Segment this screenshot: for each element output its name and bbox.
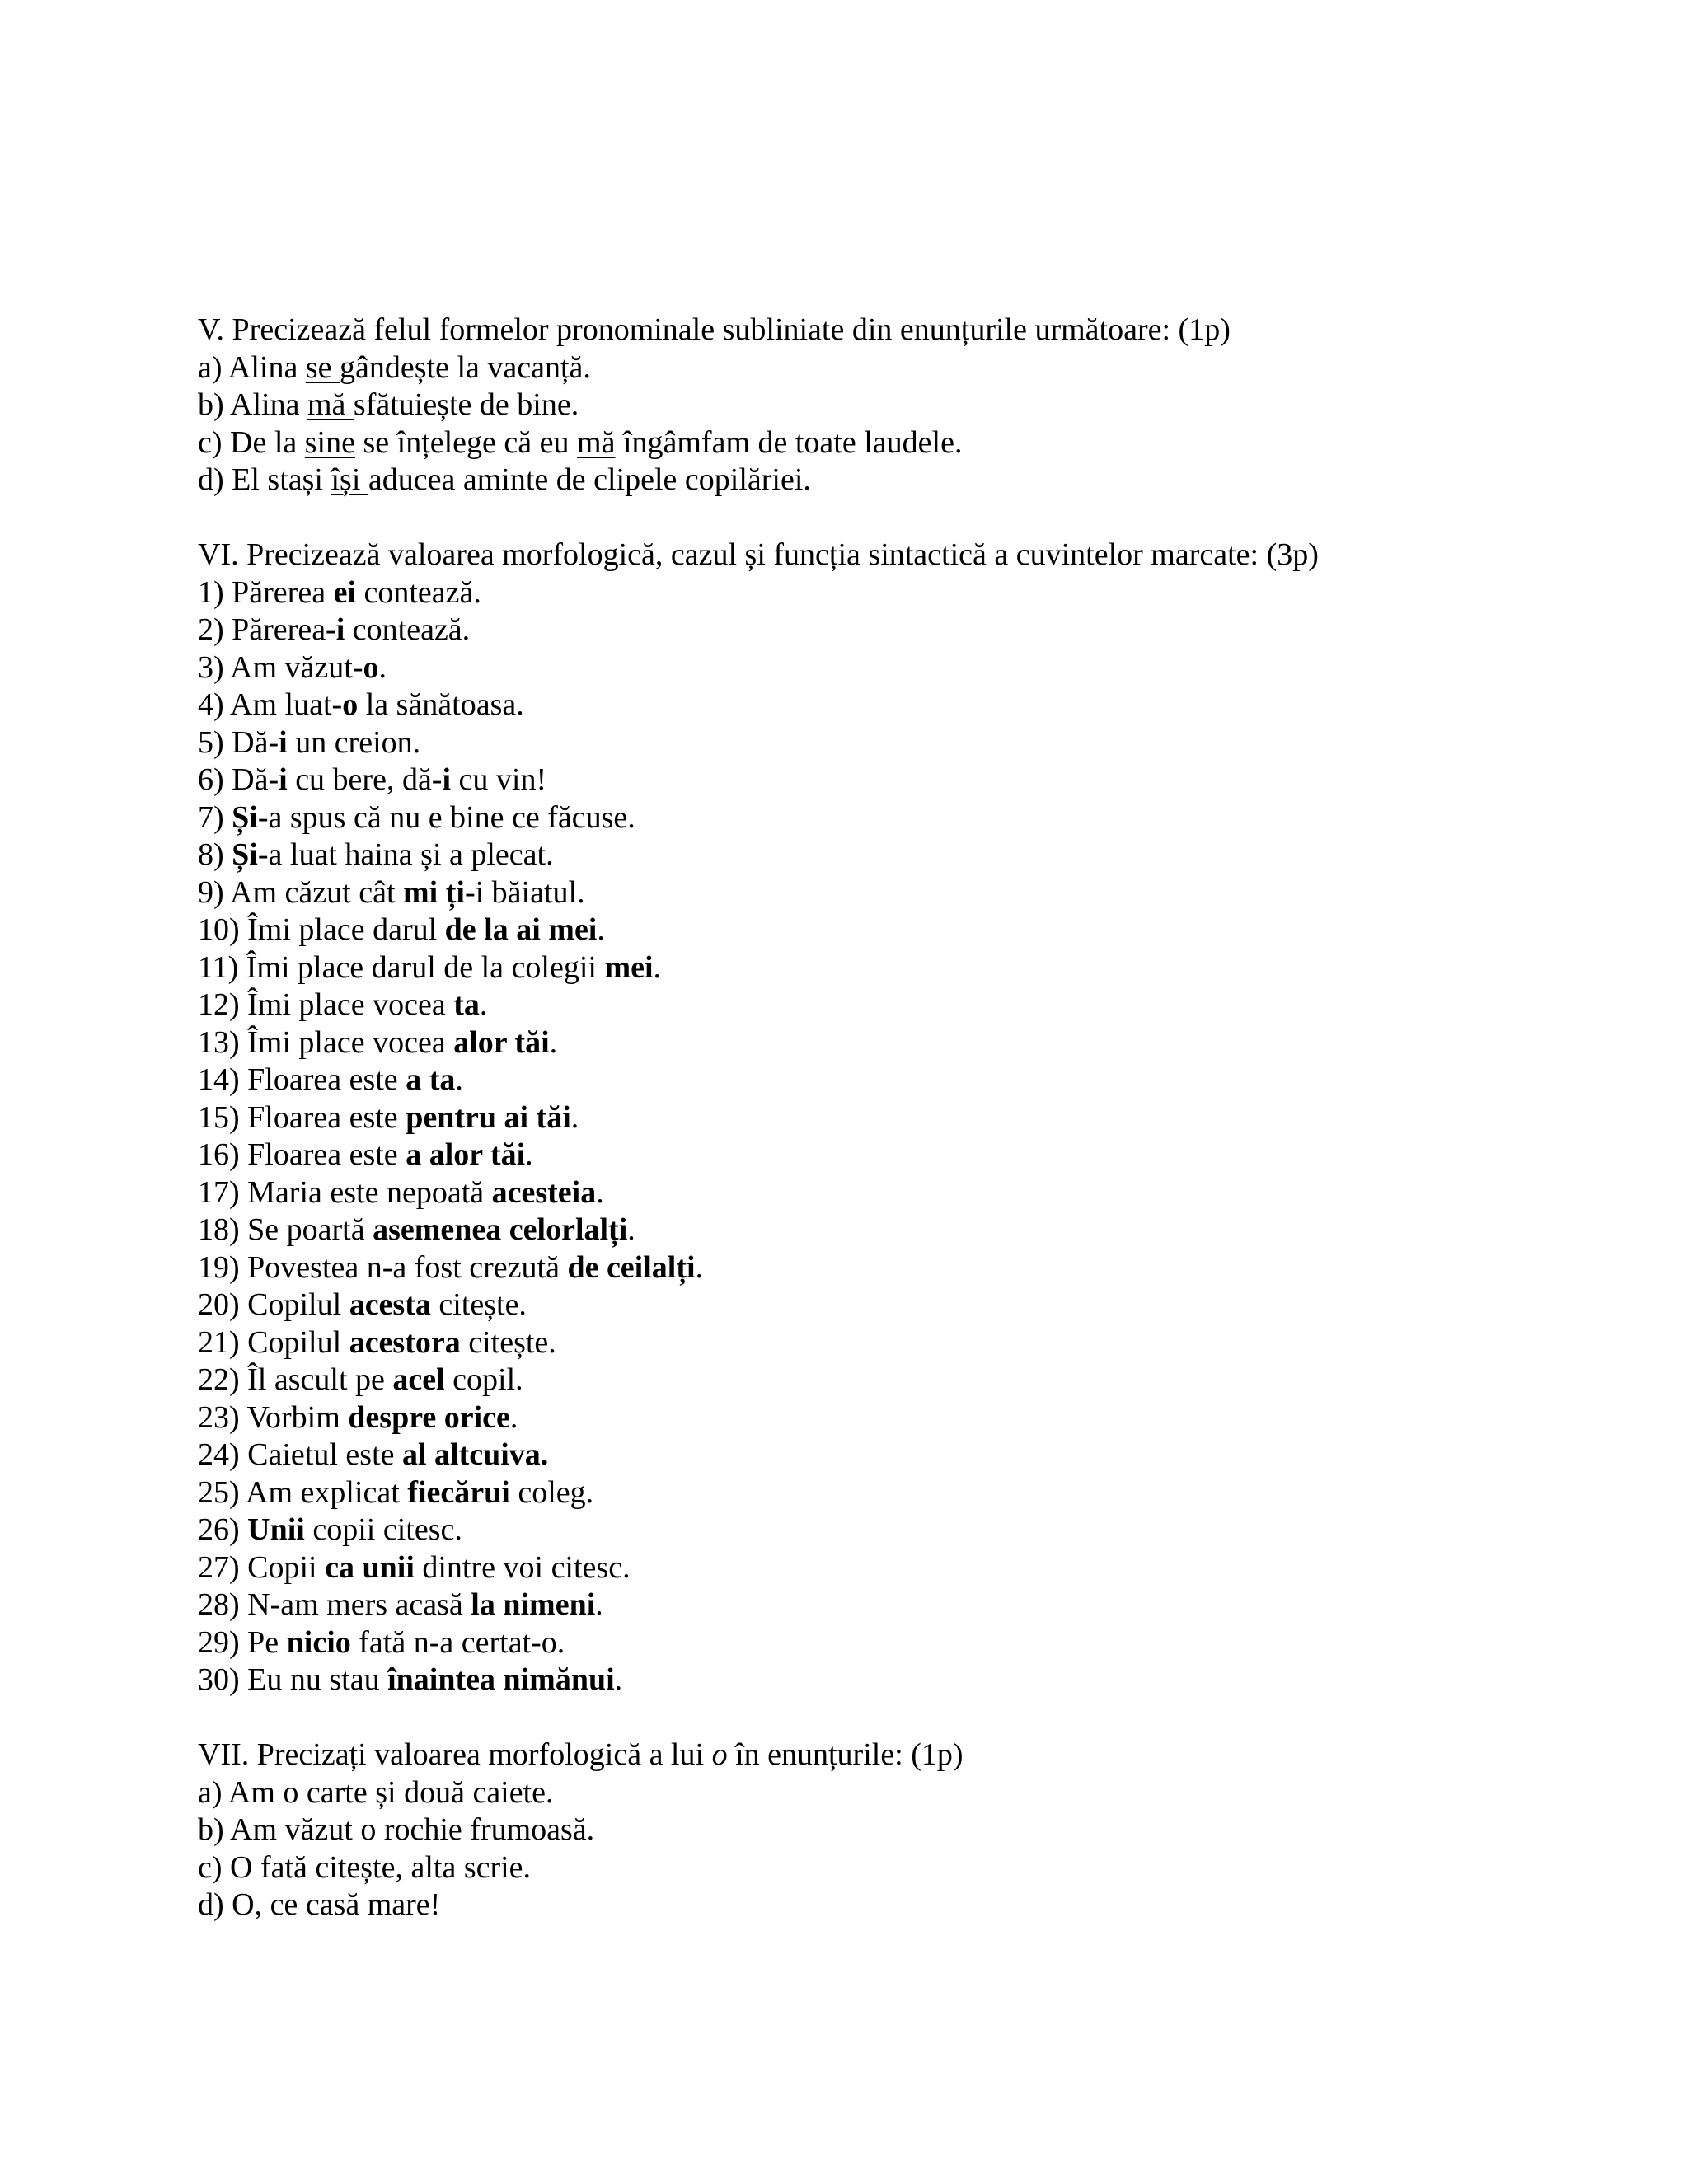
section-7-item-a: a) Am o carte și două caiete. [198,1774,554,1810]
marked-word: Unii [247,1512,305,1547]
section-6-item: 5) Dă-i un creion. [198,724,421,760]
marked-word: despre orice [348,1399,510,1435]
section-7-item-b: b) Am văzut o rochie frumoasă. [198,1812,595,1847]
section-6-title: VI. Precizează valoarea morfologică, cazul și funcția sintactică a cuvintelor marcate: (3p) [198,537,1319,572]
section-7-title: VII. Precizați valoarea morfologică a lui o în enunțurile: (1p) [198,1737,964,1772]
marked-word: acesta [349,1287,431,1322]
marked-word: de ceilalți [567,1249,696,1285]
section-6-item: 8) Și-a luat haina și a plecat. [198,837,554,872]
marked-word: i [279,762,288,797]
marked-word: la nimeni [471,1587,596,1622]
section-6-item: 2) Părerea-i contează. [198,612,471,647]
marked-word: mi ți [403,874,465,910]
worksheet-page [198,312,1517,1924]
marked-word: ta [453,987,480,1022]
italic-word: o [711,1737,728,1772]
marked-word: a ta [406,1062,456,1097]
underlined-pronoun: mă [577,424,616,460]
marked-word: de la ai mei [444,912,598,947]
marked-word: i [442,762,452,797]
section-6-item: 25) Am explicat fiecărui coleg. [198,1474,594,1510]
marked-word: acel [392,1362,445,1397]
marked-word: nicio [286,1624,351,1660]
section-6-item: 28) N-am mers acasă la nimeni. [198,1587,603,1622]
section-6-item: 16) Floarea este a alor tăi. [198,1137,533,1172]
marked-word: Și [232,837,258,872]
section-6-item: 15) Floarea este pentru ai tăi. [198,1099,579,1135]
section-5-item-d: d) El stași își aducea aminte de clipele copilăriei. [198,462,811,497]
marked-word: o [363,649,379,685]
underlined-pronoun: mă [307,387,354,422]
section-6-item: 13) Îmi place vocea alor tăi. [198,1024,558,1060]
section-6-item: 24) Caietul este al altcuiva. [198,1437,549,1472]
marked-word: acesteia [491,1174,597,1210]
section-5-item-c: c) De la sine se înțelege că eu mă îngâmfam de toate laudele. [198,424,963,460]
section-6-item: 20) Copilul acesta citește. [198,1287,527,1322]
marked-word: a alor tăi [406,1137,526,1172]
section-6-item: 26) Unii copii citesc. [198,1512,462,1547]
section-6-item: 22) Îl ascult pe acel copil. [198,1362,523,1397]
marked-word: fiecărui [407,1474,510,1510]
marked-word: mei [604,949,654,985]
section-gap [198,1699,1517,1737]
section-6-item: 12) Îmi place vocea ta. [198,987,488,1022]
marked-word: o [342,687,359,722]
section-6-item: 4) Am luat-o la sănătoasa. [198,687,524,722]
underlined-pronoun: se [305,349,340,385]
section-6-item: 10) Îmi place darul de la ai mei. [198,912,605,947]
underlined-pronoun: sine [304,424,355,460]
section-6-item: 1) Părerea ei contează. [198,574,481,610]
section-6-item: 9) Am căzut cât mi ți-i băiatul. [198,874,585,910]
marked-word: ca unii [325,1549,415,1585]
section-7-item-c: c) O fată citește, alta scrie. [198,1849,532,1885]
marked-word: Și [232,799,258,835]
marked-word: ei [333,574,356,610]
section-5-item-a: a) Alina se gândește la vacanță. [198,349,591,385]
section-7-item-d: d) O, ce casă mare! [198,1887,441,1922]
section-6-item: 3) Am văzut-o. [198,649,387,685]
section-6-item: 30) Eu nu stau înaintea nimănui. [198,1662,623,1697]
section-5-title: V. Precizează felul formelor pronominale subliniate din enunțurile următoare: (1p) [198,312,1231,347]
section-6-item: 14) Floarea este a ta. [198,1062,463,1097]
marked-word: i [335,612,345,647]
marked-word: înaintea nimănui [387,1662,615,1697]
section-6-item: 21) Copilul acestora citește. [198,1324,556,1360]
section-6-item: 17) Maria este nepoată acesteia. [198,1174,604,1210]
section-6-item: 19) Povestea n-a fost crezută de ceilalți. [198,1249,704,1285]
marked-word: acestora [349,1324,461,1360]
section-6-item: 29) Pe nicio fată n-a certat-o. [198,1624,565,1660]
section-gap [198,499,1517,537]
section-6-item: 7) Și-a spus că nu e bine ce făcuse. [198,799,635,835]
section-6-item: 27) Copii ca unii dintre voi citesc. [198,1549,631,1585]
section-6-item: 18) Se poartă asemenea celorlalți. [198,1212,635,1247]
marked-word: i [279,724,288,760]
marked-word: al altcuiva. [401,1437,549,1472]
marked-word: asemenea celorlalți [373,1212,628,1247]
section-6-item: 6) Dă-i cu bere, dă-i cu vin! [198,762,547,797]
marked-word: alor tăi [453,1024,550,1060]
underlined-pronoun: își [331,462,368,497]
section-6-item: 11) Îmi place darul de la colegii mei. [198,949,662,985]
section-6-item: 23) Vorbim despre orice. [198,1399,518,1435]
marked-word: pentru ai tăi [406,1099,571,1135]
section-5-item-b: b) Alina mă sfătuiește de bine. [198,387,579,422]
